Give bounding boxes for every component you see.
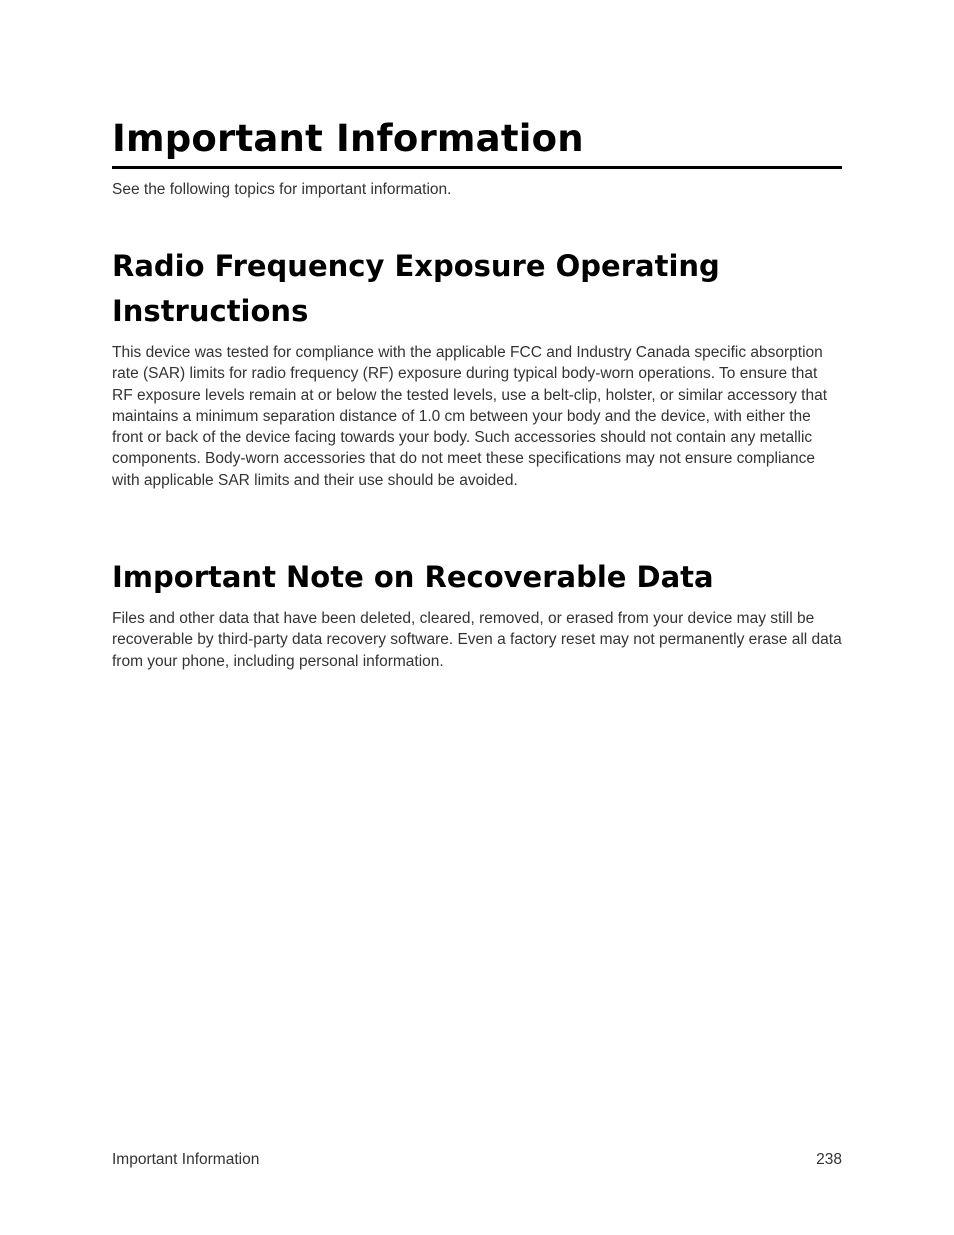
section-body-rf-exposure: This device was tested for compliance with the applicable FCC and Industry Canada specific absorption rate (SAR) limits for radio frequency (RF) exposure during typical body-worn operations. To ensure that RF exposure levels remain at or below the tested levels, use a belt-clip, holster, or similar accessory that maintains a minimum separation distance of 1.0 cm between your body and the device, with either the front or back of the device facing towards your body. Such accessories should not contain any metallic components. Body-worn accessories that do not meet these specifications may not ensure compliance with applicable SAR limits and their use should be avoided. xyxy=(112,344,828,489)
footer-page-number: 238 xyxy=(816,1151,842,1168)
footer-section-name: Important Information xyxy=(112,1151,260,1168)
section-heading-rf-exposure: Radio Frequency Exposure Operating Instructions xyxy=(112,249,720,328)
title-divider xyxy=(112,166,842,169)
section-body-recoverable-data: Files and other data that have been deleted, cleared, removed, or erased from your device may still be recoverable by third-party data recovery software. Even a factory reset may not permanently erase all data from your phone, including personal information. xyxy=(112,610,842,670)
page-footer xyxy=(112,1150,842,1172)
intro-paragraph: See the following topics for important information. xyxy=(112,181,452,198)
section-heading-recoverable-data: Important Note on Recoverable Data xyxy=(112,560,714,594)
page-title: Important Information xyxy=(112,117,584,160)
